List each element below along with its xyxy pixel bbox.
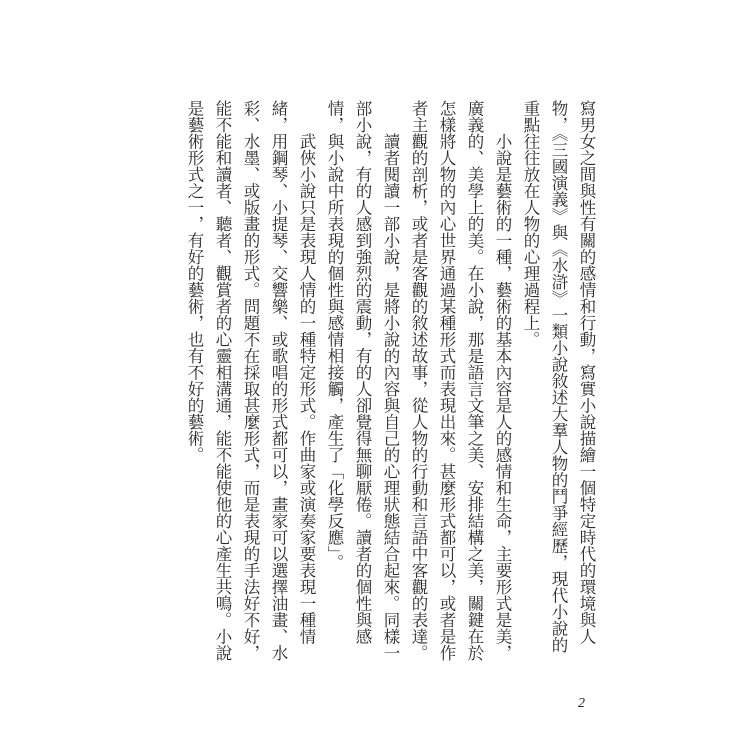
paragraph-reader-reaction: 讀者閱讀一部小說，是將小說的內容與自己的心理狀態結合起來。同樣一部小說，有的人感到強烈的震動，有的人卻覺得無聊厭倦。讀者的個性與感情，與小說中所表現的個性與感情相接觸，產生了「化學反應」。 [325, 100, 400, 661]
paragraph-wuxia-form: 武俠小說只是表現人情的一種特定形式。作曲家或演奏家要表現一種情緒，用鋼琴、小提琴、交響樂、或歌唱的形式都可以，畫家可以選擇油畫、水彩、水墨、或版畫的形式。問題不在採取甚麼形式，而是表現的手法好不好，能不能和讀者、聽者、觀賞者的心靈相溝通，能不能使他的心產生共鳴。小說是藝術形式之一，有好的藝術，也有不好的藝術。 [185, 100, 316, 661]
paragraph-novel-as-art: 小說是藝術的一種，藝術的基本內容是人的感情和生命，主要形式是美，廣義的、美學上的美。在小說，那是語言文筆之美、安排結構之美，關鍵在於怎樣將人物的內心世界通過某種形式而表現出來。甚麼形式都可以，或者是作者主觀的剖析，或者是客觀的敘述故事，從人物的行動和言語中客觀的表達。 [409, 100, 512, 661]
page-number: 2 [578, 696, 585, 711]
paragraph-continued: 寫男女之間與性有關的感情和行動，寫實小說描繪一個特定時代的環境與人物，《三國演義》與《水滸》一類小說敘述大羣人物的鬥爭經歷，現代小說的重點往往放在人物的心理過程上。 [521, 100, 596, 653]
body-text-vertical [150, 100, 600, 662]
